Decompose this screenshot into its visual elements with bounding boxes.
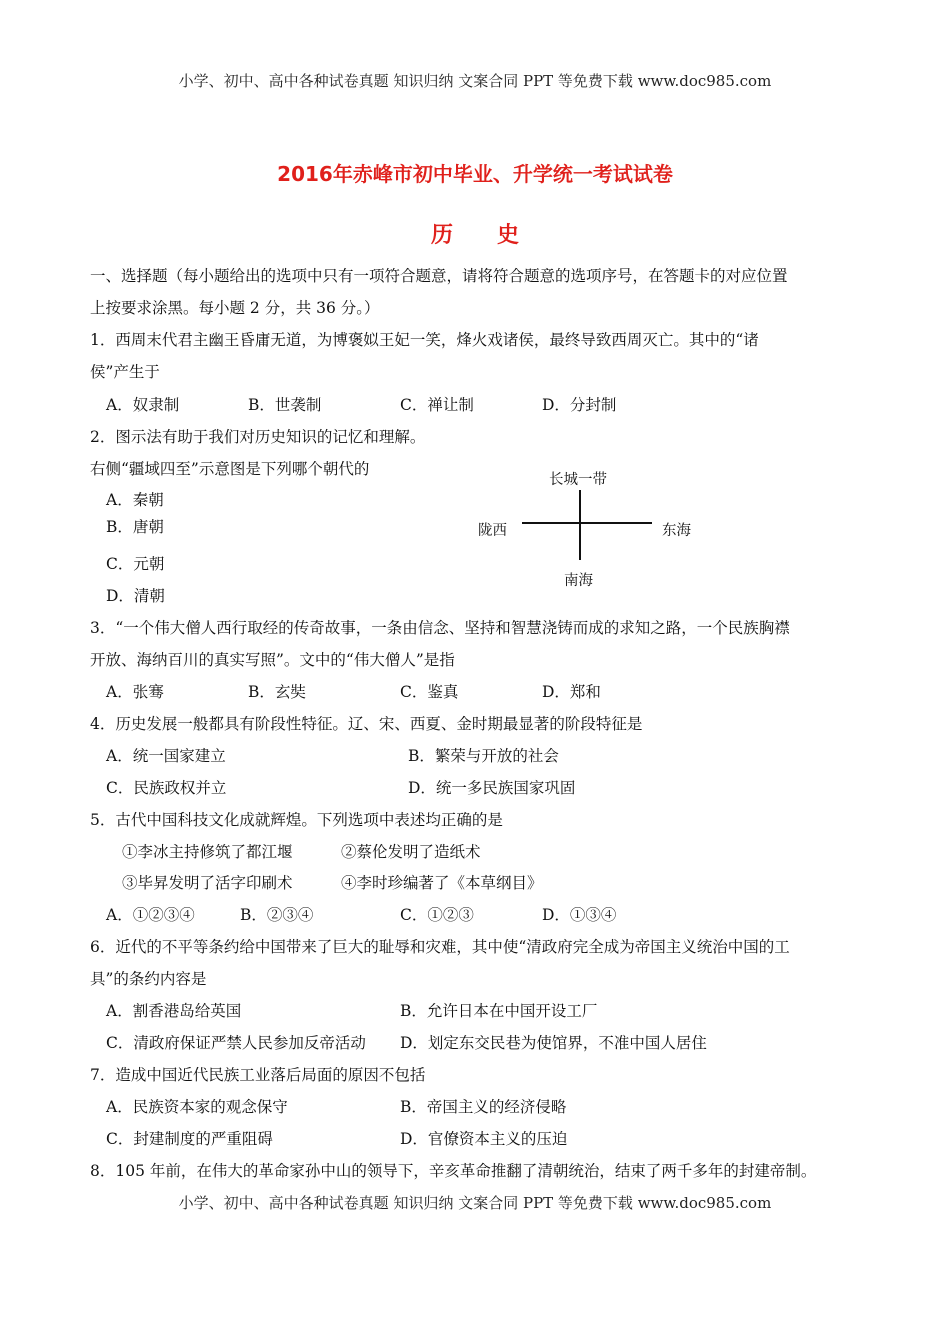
q1-stem-line2: 侯”产生于	[90, 363, 160, 381]
exam-title: 2016年赤峰市初中毕业、升学统一考试试卷	[277, 162, 673, 186]
q3-stem-line1: 3．“一个伟大僧人西行取经的传奇故事，一条由信念、坚持和智慧浇铸而成的求知之路，一个民族胸襟	[90, 619, 790, 637]
q6-stem-line1: 6．近代的不平等条约给中国带来了巨大的耻辱和灾难，其中使“清政府完全成为帝国主义统治中国的工	[90, 938, 790, 956]
q5-item-2: ②蔡伦发明了造纸术	[341, 843, 481, 861]
q3-stem-line2: 开放、海纳百川的真实写照”。文中的“伟大僧人”是指	[90, 651, 455, 669]
diagram-vertical-line	[579, 490, 581, 560]
diagram-label-north: 长城一带	[549, 472, 607, 488]
q5-item-3: ③毕昇发明了活字印刷术	[122, 874, 293, 892]
q4-option-a: A．统一国家建立	[106, 747, 226, 765]
q1-option-a: A．奴隶制	[106, 396, 180, 414]
subject-char-1: 历	[430, 223, 453, 248]
q2-option-b: B．唐朝	[106, 518, 164, 536]
q7-option-a: A．民族资本家的观念保守	[106, 1098, 288, 1116]
q2-stem-line2: 右侧“疆域四至”示意图是下列哪个朝代的	[90, 460, 370, 478]
diagram-label-east: 东海	[662, 523, 691, 539]
section-intro-line2: 上按要求涂黑。每小题 2 分，共 36 分。）	[90, 299, 380, 317]
q4-stem-line1: 4．历史发展一般都具有阶段性特征。辽、宋、西夏、金时期最显著的阶段特征是	[90, 715, 643, 733]
q6-option-a: A．割香港岛给英国	[106, 1002, 242, 1020]
q4-option-b: B．繁荣与开放的社会	[408, 747, 559, 765]
q5-option-b: B．②③④	[240, 906, 314, 924]
q1-option-c: C．禅让制	[400, 396, 474, 414]
q1-option-d: D．分封制	[542, 396, 617, 414]
q6-stem-line2: 具”的条约内容是	[90, 970, 207, 988]
q5-option-c: C．①②③	[400, 906, 474, 924]
q5-stem-line1: 5．古代中国科技文化成就辉煌。下列选项中表述均正确的是	[90, 811, 503, 829]
q7-stem-line1: 7．造成中国近代民族工业落后局面的原因不包括	[90, 1066, 426, 1084]
q2-stem-line1: 2．图示法有助于我们对历史知识的记忆和理解。	[90, 428, 426, 446]
q7-option-c: C．封建制度的严重阻碍	[106, 1130, 273, 1148]
diagram-label-south: 南海	[564, 573, 593, 589]
q2-option-d: D．清朝	[106, 587, 165, 605]
q3-option-a: A．张骞	[106, 683, 164, 701]
q4-option-d: D．统一多民族国家巩固	[408, 779, 576, 797]
subject-char-2: 史	[497, 223, 520, 248]
q2-option-a: A．秦朝	[106, 491, 164, 509]
q5-option-a: A．①②③④	[106, 906, 195, 924]
q3-option-b: B．玄奘	[248, 683, 306, 701]
q8-stem-line1: 8．105 年前，在伟大的革命家孙中山的领导下，辛亥革命推翻了清朝统治，结束了两千多年的封建帝制。	[90, 1162, 817, 1180]
q4-option-c: C．民族政权并立	[106, 779, 227, 797]
q5-item-4: ④李时珍编著了《本草纲目》	[341, 874, 543, 892]
diagram-label-west: 陇西	[478, 523, 507, 539]
q1-stem-line1: 1．西周末代君主幽王昏庸无道，为博褒姒王妃一笑，烽火戏诸侯，最终导致西周灭亡。其中的“诸	[90, 331, 759, 349]
section-intro-line1: 一、选择题（每小题给出的选项中只有一项符合题意，请将符合题意的选项序号，在答题卡的对应位置	[90, 267, 788, 285]
q6-option-d: D．划定东交民巷为使馆界，不准中国人居住	[400, 1034, 707, 1052]
subject-title	[0, 218, 950, 249]
q2-option-c: C．元朝	[106, 555, 165, 573]
q3-option-c: C．鉴真	[400, 683, 459, 701]
q7-option-d: D．官僚资本主义的压迫	[400, 1130, 568, 1148]
page-header: 小学、初中、高中各种试卷真题 知识归纳 文案合同 PPT 等免费下载 www.doc985.com	[178, 72, 772, 90]
q3-option-d: D．郑和	[542, 683, 601, 701]
q5-item-1: ①李冰主持修筑了都江堰	[122, 843, 293, 861]
q7-option-b: B．帝国主义的经济侵略	[400, 1098, 567, 1116]
diagram-horizontal-line	[522, 522, 652, 524]
q1-option-b: B．世袭制	[248, 396, 322, 414]
q5-option-d: D．①③④	[542, 906, 617, 924]
page-footer: 小学、初中、高中各种试卷真题 知识归纳 文案合同 PPT 等免费下载 www.doc985.com	[178, 1194, 772, 1212]
q6-option-b: B．允许日本在中国开设工厂	[400, 1002, 598, 1020]
q6-option-c: C．清政府保证严禁人民参加反帝活动	[106, 1034, 366, 1052]
